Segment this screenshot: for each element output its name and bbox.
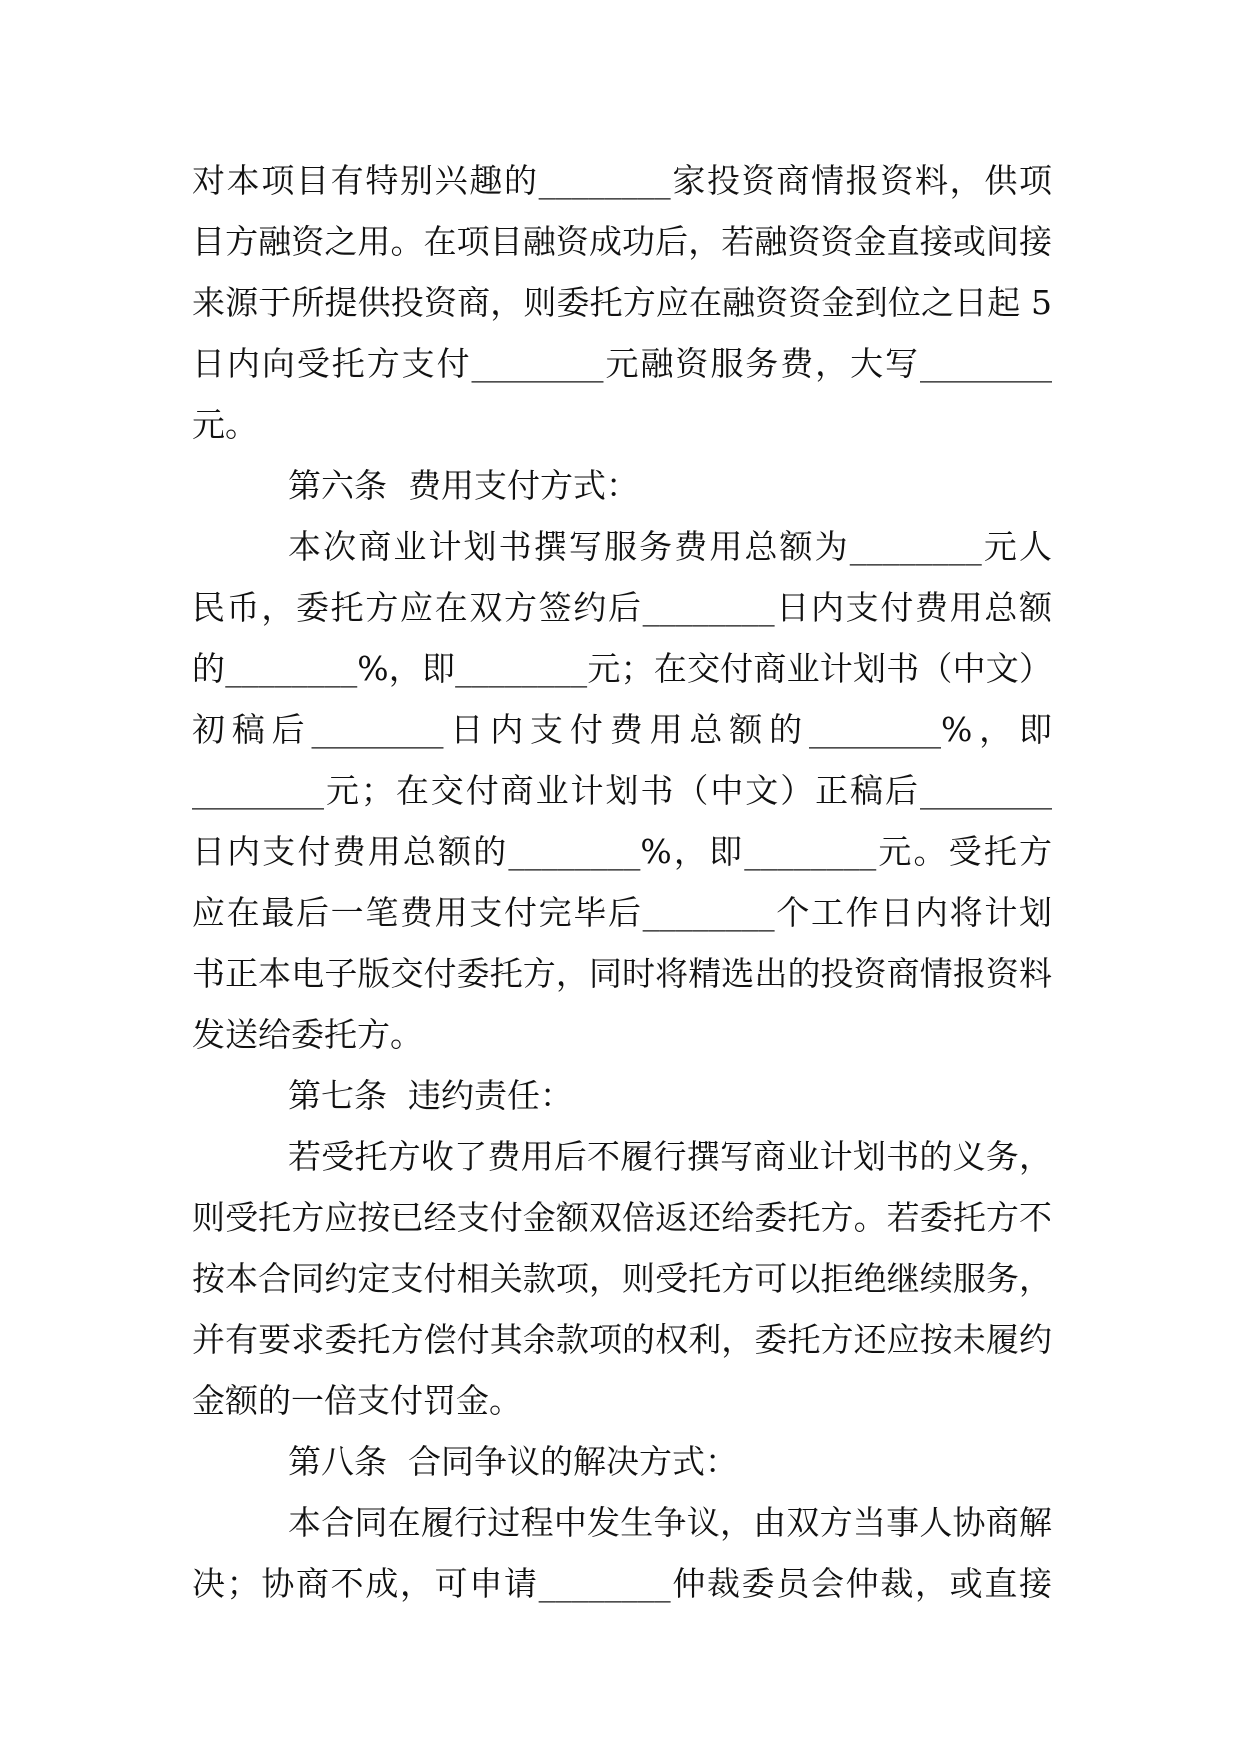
body-line: 金额的一倍支付罚金。 — [192, 1381, 522, 1420]
body-line: 发送给委托方。 — [192, 1015, 423, 1054]
body-line: 的________%，即________元；在交付商业计划书（中文） — [192, 649, 1052, 688]
body-line: 并有要求委托方偿付其余款项的权利，委托方还应按未履约 — [192, 1320, 1052, 1359]
body-line: 应在最后一笔费用支付完毕后________个工作日内将计划 — [192, 893, 1052, 932]
body-line: ________元；在交付商业计划书（中文）正稿后________ — [192, 771, 1052, 810]
body-line: 本合同在履行过程中发生争议，由双方当事人协商解 — [288, 1503, 1052, 1542]
body-line: 对本项目有特别兴趣的________家投资商情报资料，供项 — [192, 161, 1052, 200]
body-line: 则受托方应按已经支付金额双倍返还给委托方。若委托方不 — [192, 1198, 1052, 1237]
body-line: 元。 — [192, 405, 258, 444]
body-line: 书正本电子版交付委托方，同时将精选出的投资商情报资料 — [192, 954, 1052, 993]
article-heading: 第六条 费用支付方式： — [288, 466, 639, 505]
body-line: 决；协商不成，可申请________仲裁委员会仲裁，或直接 — [192, 1564, 1052, 1603]
body-line: 若受托方收了费用后不履行撰写商业计划书的义务， — [288, 1137, 1052, 1176]
body-line: 日内向受托方支付________元融资服务费，大写________ — [192, 344, 1052, 383]
body-line: 民币，委托方应在双方签约后________日内支付费用总额 — [192, 588, 1052, 627]
body-line: 本次商业计划书撰写服务费用总额为________元人 — [288, 527, 1052, 566]
body-line: 目方融资之用。在项目融资成功后，若融资资金直接或间接 — [192, 222, 1052, 261]
body-line: 日内支付费用总额的________%，即________元。受托方 — [192, 832, 1052, 871]
body-line: 按本合同约定支付相关款项，则受托方可以拒绝继续服务， — [192, 1259, 1052, 1298]
article-heading: 第七条 违约责任： — [288, 1076, 573, 1115]
article-heading: 第八条 合同争议的解决方式： — [288, 1442, 738, 1481]
body-line: 初稿后________日内支付费用总额的________%，即 — [192, 710, 1052, 749]
body-line: 来源于所提供投资商，则委托方应在融资资金到位之日起 5 — [192, 283, 1052, 322]
document-body — [192, 150, 1052, 1614]
